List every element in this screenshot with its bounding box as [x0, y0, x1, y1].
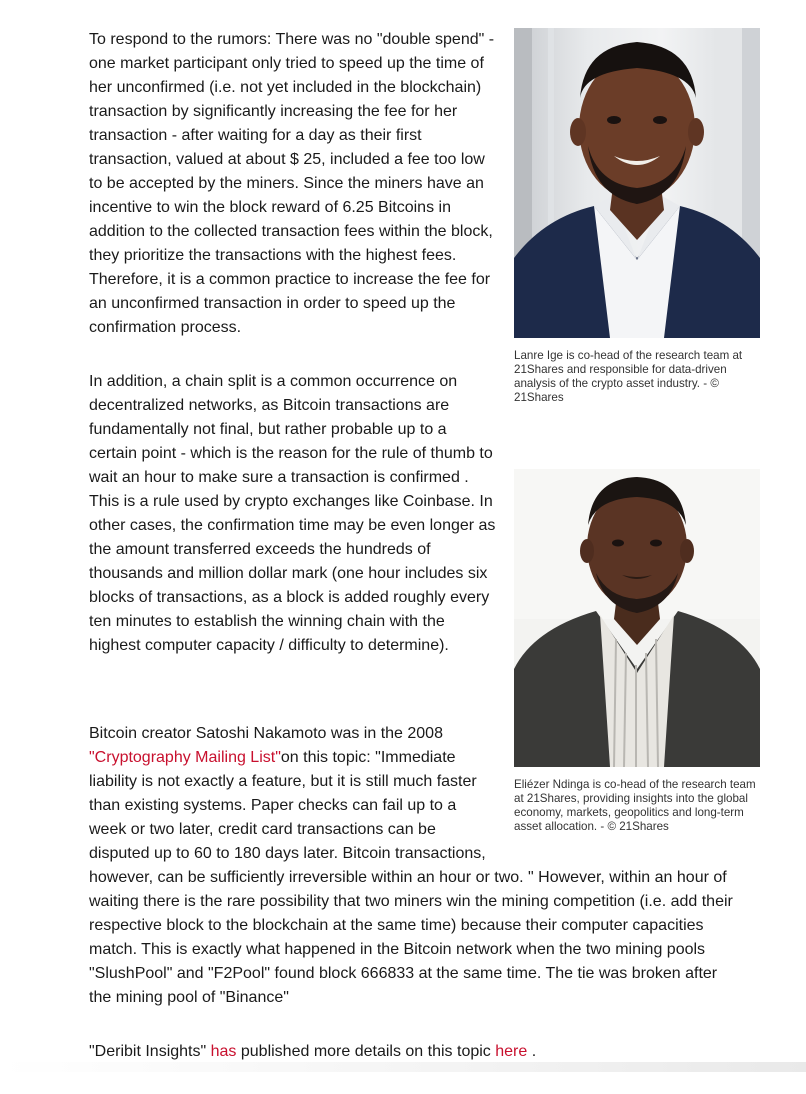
page-bottom-fade: [0, 1062, 806, 1072]
portrait-photo-icon: [514, 469, 760, 767]
here-link[interactable]: here: [495, 1043, 528, 1060]
portrait-photo-icon: [514, 28, 760, 338]
paragraph-text: "Deribit Insights": [89, 1043, 211, 1060]
has-link[interactable]: has: [210, 1043, 237, 1060]
paragraph-chain-split: In addition, a chain split is a common occurrence on decentralized networks, as Bitcoin transactions are fundamentally not final, but rather probable up to a certain point - which is the reason for the rule of thumb to wait an hour to make sure a transaction is confirmed . This is a rule used by crypto exchanges like Coinbase. In other cases, the confirmation time may be even longer as the amount transferred exceeds the hundreds of thousands and million dollar mark (one hour includes six blocks of transactions, as a block is added roughly every ten minutes to establish the winning chain with the highest computer capacity / difficulty to determine).: [89, 373, 496, 654]
article-body: [89, 26, 756, 1094]
paragraph-deribit-insights: [89, 1040, 741, 1064]
paragraph-double-spend: To respond to the rumors: There was no "double spend" - one market participant only tried to speed up the time of her unconfirmed (i.e. not yet included in the blockchain) transaction by significantly increasing the fee for her transaction - after waiting for a day as their first transaction, valued at about $ 25, included a fee too low to be accepted by the miners. Since the miners have an incentive to win the block reward of 6.25 Bitcoins in addition to the collected transaction fees within the block, they prioritize the transactions with the highest fees. Therefore, it is a common practice to increase the fee for an unconfirmed transaction in order to speed up the confirmation process.: [89, 31, 495, 336]
figure-lanre-ige: [514, 28, 760, 405]
paragraph-text: on this topic: "Immediate liability is not exactly a feature, but it is still much faster than existing systems. Paper checks can fail up to a week or two later, credit card transactions can be disputed up to 60 to 180 days later. Bitcoin transactions, however, can be sufficiently irreversible within an hour or two. " However, within an hour of waiting there is the rare possibility that two miners win the mining competition (i.e. add their respective block to the blockchain at the same time) because their computer capacities match. This is exactly what happened in the Bitcoin network when the two mining pools "SlushPool" and "F2Pool" found block 666833 at the same time. The tie was broken after the mining pool of "Binance": [89, 749, 733, 1006]
cryptography-mailing-list-link[interactable]: "Cryptography Mailing List": [89, 749, 281, 766]
paragraph-text: published more details on this topic: [236, 1043, 496, 1060]
figure-caption: Lanre Ige is co-head of the research team at 21Shares and responsible for data-driven analysis of the crypto asset industry. - © 21Shares: [514, 349, 743, 404]
figure-eliezer-ndinga: [514, 469, 760, 834]
portrait-lanre-ige: [514, 28, 760, 338]
paragraph-text: Bitcoin creator Satoshi Nakamoto was in the 2008: [89, 725, 443, 742]
figure-caption: Eliézer Ndinga is co-head of the research team at 21Shares, providing insights into the global economy, markets, geopolitics and long-term asset allocation. - © 21Shares: [514, 778, 756, 833]
paragraph-text: .: [527, 1043, 537, 1060]
portrait-eliezer-ndinga: [514, 469, 760, 767]
